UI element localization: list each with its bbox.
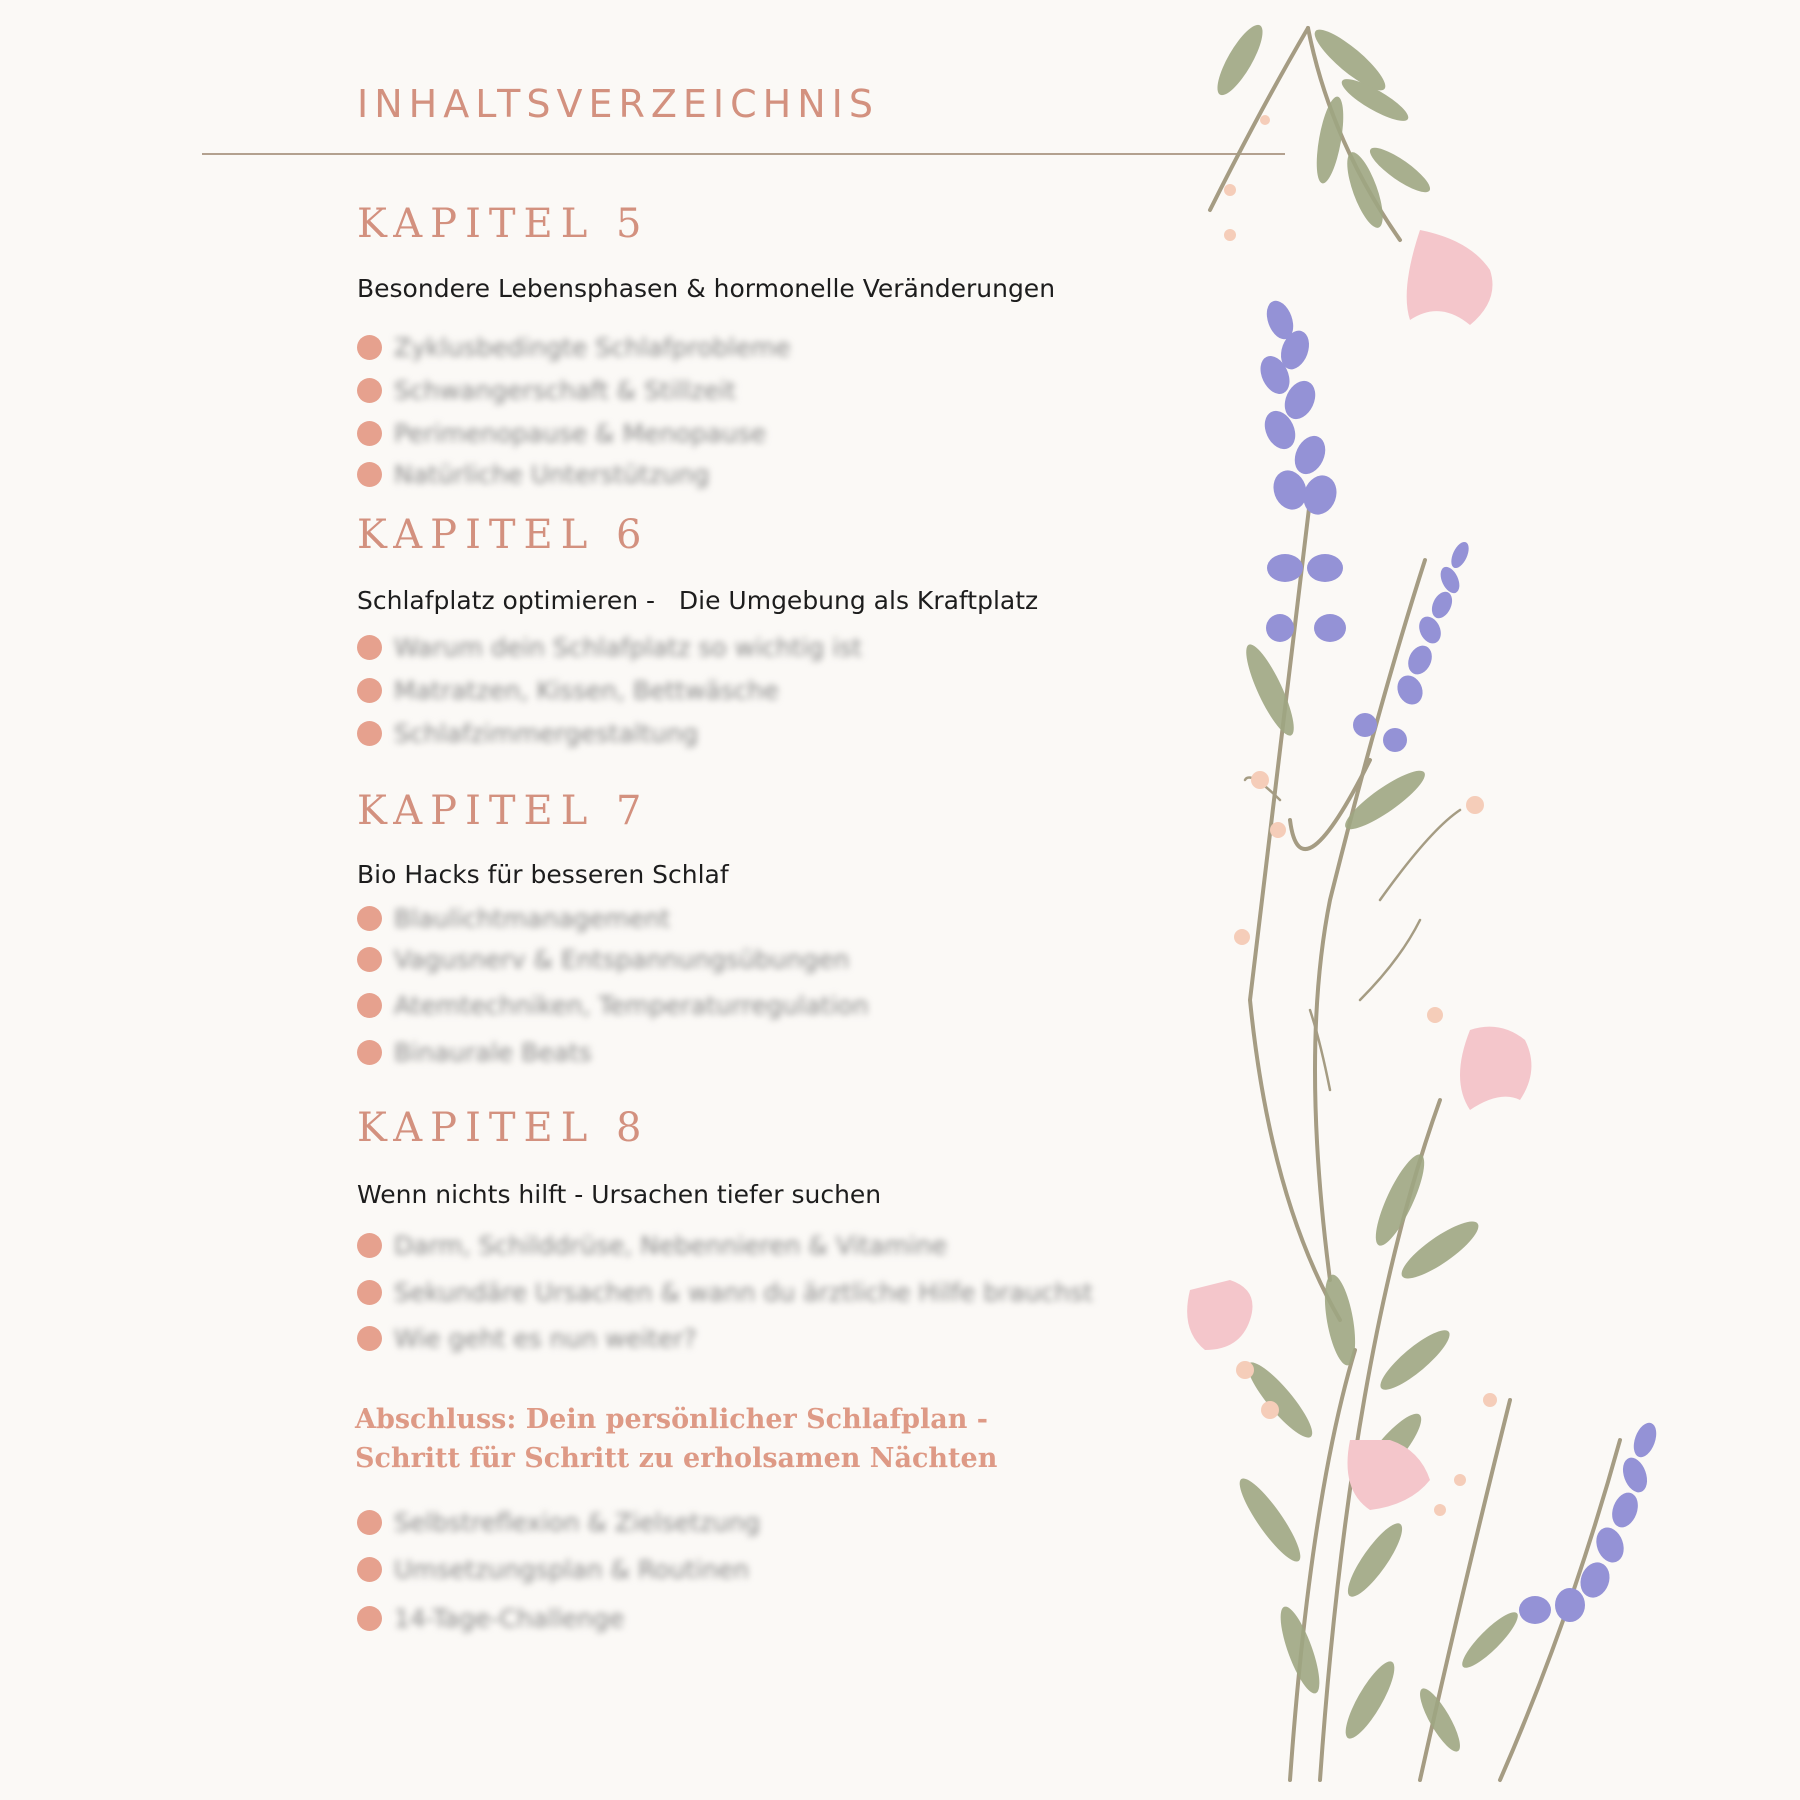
- floral-illustration: [1170, 0, 1800, 1800]
- list-item-label: Sekundäre Ursachen & wann du ärztliche Hilfe brauchst: [394, 1277, 1093, 1307]
- bullet-icon: [357, 678, 382, 703]
- list-item: [357, 1037, 592, 1067]
- bullet-icon: [357, 906, 382, 931]
- bullet-icon: [357, 1040, 382, 1065]
- bullet-icon: [357, 1280, 382, 1305]
- chapter-5-heading: KAPITEL 5: [357, 201, 650, 247]
- bullet-icon: [357, 1326, 382, 1351]
- list-item: [357, 718, 698, 748]
- bullet-icon: [357, 1606, 382, 1631]
- list-item: [357, 332, 790, 362]
- list-item: [357, 903, 670, 933]
- chapter-5-subtitle: Besondere Lebensphasen & hormonelle Veränderungen: [357, 274, 1056, 303]
- list-item: [357, 375, 736, 405]
- chapter-6-subtitle: Schlafplatz optimieren - Die Umgebung als Kraftplatz: [357, 586, 1039, 615]
- list-item-label: Warum dein Schlafplatz so wichtig ist: [394, 632, 862, 662]
- list-item: [357, 990, 869, 1020]
- bullet-icon: [357, 462, 382, 487]
- list-item-label: Zyklusbedingte Schlafprobleme: [394, 332, 791, 362]
- list-item-label: Vagusnerv & Entspannungsübungen: [394, 944, 850, 974]
- closing-heading: [355, 1400, 997, 1478]
- page-title: INHALTSVERZEICHNIS: [357, 82, 879, 126]
- list-item-label: Binaurale Beats: [394, 1037, 592, 1067]
- list-item-label: Natürliche Unterstützung: [394, 459, 710, 489]
- list-item-label: Atemtechniken, Temperaturregulation: [394, 990, 869, 1020]
- list-item: [357, 459, 710, 489]
- bullet-icon: [357, 335, 382, 360]
- bullet-icon: [357, 1233, 382, 1258]
- list-item: [357, 675, 779, 705]
- list-item-label: Selbstreflexion & Zielsetzung: [394, 1507, 761, 1537]
- bullet-icon: [357, 421, 382, 446]
- chapter-8-heading: KAPITEL 8: [357, 1105, 650, 1151]
- chapter-7-subtitle: Bio Hacks für besseren Schlaf: [357, 860, 729, 889]
- list-item: [357, 1507, 760, 1537]
- bullet-icon: [357, 947, 382, 972]
- list-item: [357, 944, 849, 974]
- list-item: [357, 1277, 1093, 1307]
- closing-line-1: Abschluss: Dein persönlicher Schlafplan -: [355, 1404, 988, 1435]
- list-item-label: Blaulichtmanagement: [394, 903, 671, 933]
- list-item: [357, 1603, 624, 1633]
- list-item: [357, 1554, 749, 1584]
- list-item-label: Matratzen, Kissen, Bettwäsche: [394, 675, 779, 705]
- bullet-icon: [357, 378, 382, 403]
- chapter-8-subtitle: Wenn nichts hilft - Ursachen tiefer suchen: [357, 1180, 882, 1209]
- closing-line-2: Schritt für Schritt zu erholsamen Nächten: [355, 1443, 998, 1474]
- bullet-icon: [357, 1510, 382, 1535]
- bullet-icon: [357, 721, 382, 746]
- list-item: [357, 1230, 947, 1260]
- list-item-label: 14-Tage-Challenge: [394, 1603, 625, 1633]
- chapter-6-heading: KAPITEL 6: [357, 512, 650, 558]
- list-item-label: Umsetzungsplan & Routinen: [394, 1554, 750, 1584]
- list-item-label: Wie geht es nun weiter?: [394, 1323, 697, 1353]
- list-item: [357, 632, 862, 662]
- chapter-7-heading: KAPITEL 7: [357, 788, 650, 834]
- bullet-icon: [357, 993, 382, 1018]
- list-item: [357, 1323, 697, 1353]
- bullet-icon: [357, 635, 382, 660]
- bullet-icon: [357, 1557, 382, 1582]
- list-item-label: Schlafzimmergestaltung: [394, 718, 699, 748]
- list-item-label: Perimenopause & Menopause: [394, 418, 767, 448]
- list-item-label: Schwangerschaft & Stillzeit: [394, 375, 736, 405]
- title-divider: [202, 153, 1285, 155]
- list-item: [357, 418, 766, 448]
- list-item-label: Darm, Schilddrüse, Nebennieren & Vitamine: [394, 1230, 948, 1260]
